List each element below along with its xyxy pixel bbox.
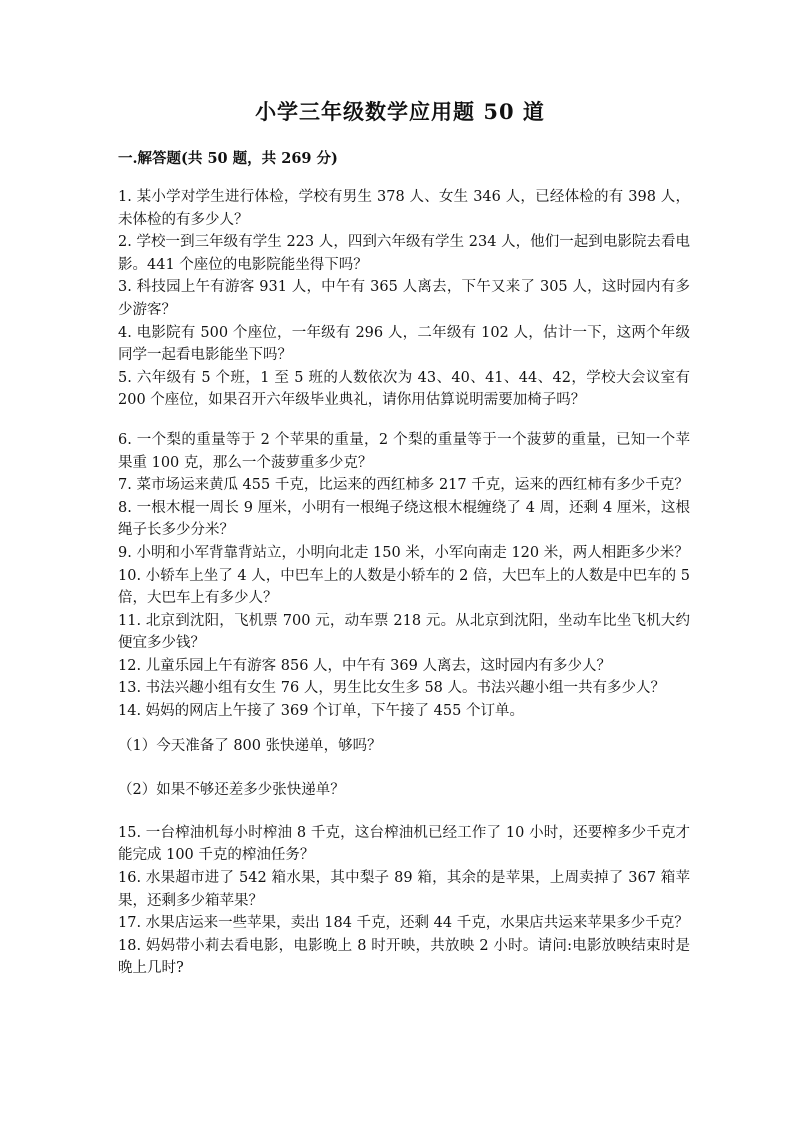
question-list: [118, 186, 690, 980]
question-item: 18. 妈妈带小莉去看电影，电影晚上 8 时开映，共放映 2 小时。请问:电影放映结束时是晚上几时?: [118, 937, 690, 977]
question-item: 5. 六年级有 5 个班，1 至 5 班的人数依次为 43、40、41、44、42，学校大会议室有 200 个座位，如果召开六年级毕业典礼，请你用估算说明需要加椅子吗？: [118, 369, 690, 409]
question-item: 1. 某小学对学生进行体检，学校有男生 378 人、女生 346 人，已经体检的有 398 人，未体检的有多少人？: [118, 189, 690, 228]
question-subpart: （1）今天准备了 800 张快递单，够吗？: [118, 737, 382, 754]
question-item: 2. 学校一到三年级有学生 223 人，四到六年级有学生 234 人，他们一起到电影院去看电影。441 个座位的电影院能坐得下吗？: [118, 234, 690, 273]
question-item: 17. 水果店运来一些苹果，卖出 184 千克，还剩 44 千克，水果店共运来苹果多少千克？: [118, 915, 689, 932]
page-title: 小学三年级数学应用题 50 道: [255, 99, 545, 124]
question-item: 12. 儿童乐园上午有游客 856 人，中午有 369 人离去，这时园内有多少人？: [118, 657, 611, 674]
question-item: 10. 小轿车上坐了 4 人，中巴车上的人数是小轿车的 2 倍，大巴车上的人数是中巴车的 5 倍，大巴车上有多少人？: [118, 567, 690, 607]
question-item: 3. 科技园上午有游客 931 人，中午有 365 人离去，下午又来了 305 人，这时园内有多少游客？: [118, 279, 690, 318]
question-item: 4. 电影院有 500 个座位，一年级有 296 人，二年级有 102 人，估计一下，这两个年级同学一起看电影能坐下吗？: [118, 324, 690, 364]
question-item: 7. 菜市场运来黄瓜 455 千克，比运来的西红柿多 217 千克，运来的西红柿有多少千克？: [118, 477, 689, 494]
question-subpart: （2）如果不够还差多少张快递单？: [118, 782, 345, 799]
section-heading: 一.解答题(共 50 题，共 269 分): [118, 150, 338, 167]
question-item: 14. 妈妈的网店上午接了 369 个订单，下午接了 455 个订单。: [118, 703, 524, 720]
question-item: 6. 一个梨的重量等于 2 个苹果的重量，2 个梨的重量等于一个菠萝的重量，已知一个苹果重 100 克，那么一个菠萝重多少克？: [118, 431, 690, 471]
question-item: 9. 小明和小军背靠背站立，小明向北走 150 米，小军向南走 120 米，两人相距多少米？: [118, 544, 689, 561]
question-item: 16. 水果超市进了 542 箱水果，其中梨子 89 箱，其余的是苹果，上周卖掉了 367 箱苹果，还剩多少箱苹果？: [118, 870, 690, 909]
question-item: 8. 一根木棍一周长 9 厘米，小明有一根绳子绕这根木棍缠绕了 4 周，还剩 4 厘米，这根绳子长多少分米？: [118, 499, 690, 539]
question-item: 11. 北京到沈阳，飞机票 700 元，动车票 218 元。从北京到沈阳，坐动车比坐飞机大约便宜多少钱？: [118, 612, 690, 652]
question-item: 15. 一台榨油机每小时榨油 8 千克，这台榨油机已经工作了 10 小时，还要榨多少千克才能完成 100 千克的榨油任务？: [118, 824, 690, 864]
question-item: 13. 书法兴趣小组有女生 76 人，男生比女生多 58 人。书法兴趣小组一共有多少人？: [118, 680, 666, 697]
